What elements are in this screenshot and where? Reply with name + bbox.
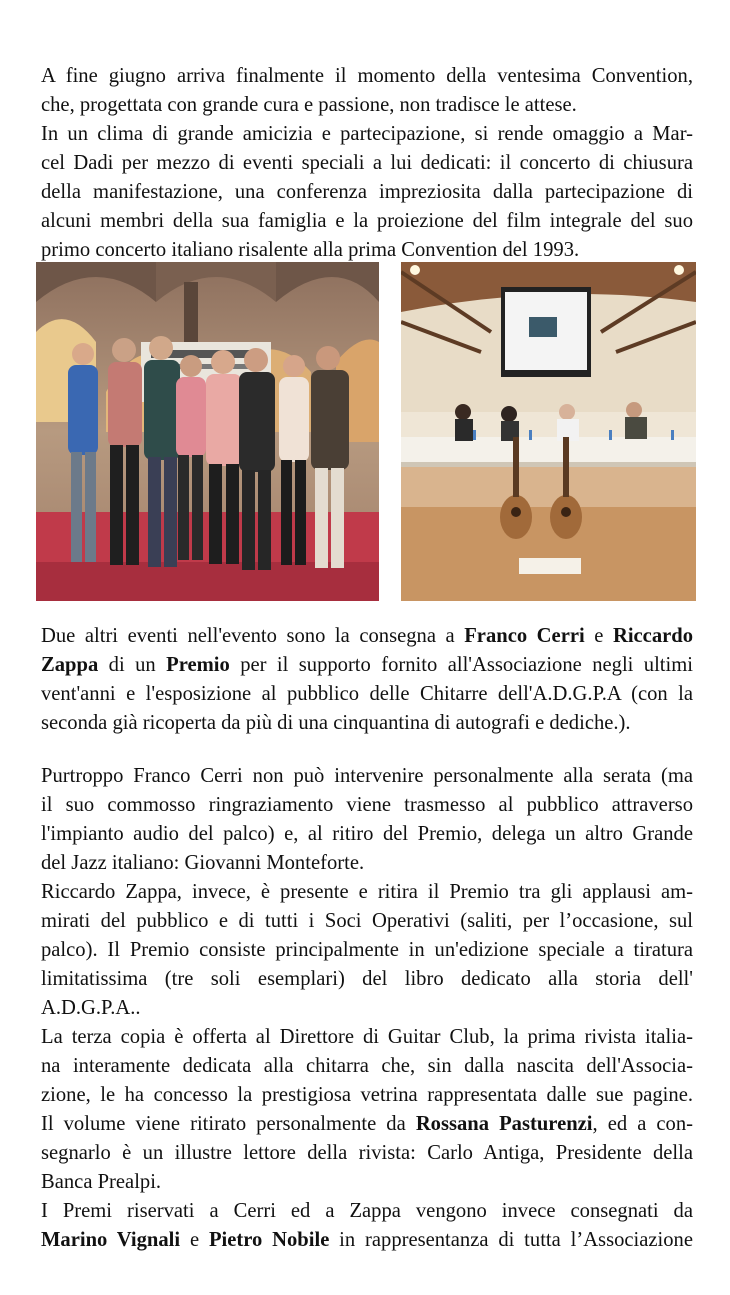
text-line: Riccardo Zappa, invece, è presente e ritira il Premio tra gli applausi am- <box>41 881 693 903</box>
text-run: Due altri eventi nell'evento sono la consegna a <box>41 625 465 647</box>
text-line: palco). Il Premio consiste principalmente in un'edizione speciale a tiratura <box>41 939 693 961</box>
text-line <box>41 622 693 651</box>
text-line: Purtroppo Franco Cerri non può intervenire personalmente alla serata (ma <box>41 765 693 787</box>
text-run: in rappresentanza di tutta l’Associazione <box>329 1229 693 1251</box>
text-line: A fine giugno arriva finalmente il momento della ventesima Convention, <box>41 65 693 87</box>
text-line: mirati del pubblico e di tutti i Soci Operativi (saliti, per l’occasione, sul <box>41 910 693 932</box>
text-run: Il volume viene ritirato personalmente da <box>41 1113 416 1135</box>
text-run: e <box>584 625 613 647</box>
text-line: della manifestazione, una conferenza impreziosita dalla partecipazione di <box>41 181 693 203</box>
text-line <box>41 1110 693 1139</box>
text-run: di un <box>98 654 167 676</box>
name-franco-cerri: Franco Cerri <box>464 625 585 647</box>
text-line: del Jazz italiano: Giovanni Monteforte. <box>41 852 365 874</box>
word-premio: Premio <box>166 654 230 676</box>
body-paragraph <box>41 762 693 1255</box>
text-line: limitatissima (tre soli esemplari) del libro dedicato alla storia dell' <box>41 968 693 990</box>
text-run: per il supporto fornito all'Associazione negli ultimi <box>229 654 693 676</box>
intro-paragraph <box>41 62 693 265</box>
text-run: , ed a con- <box>592 1113 694 1135</box>
name-riccardo: Riccardo <box>612 625 694 647</box>
text-line <box>41 1226 693 1255</box>
text-line: segnarlo è un illustre lettore della rivista: Carlo Antiga, Presidente della <box>41 1142 693 1164</box>
text-line: seconda già ricoperta da più di una cinquantina di autografi e dediche.). <box>41 712 631 734</box>
text-line: l'impianto audio del palco) e, al ritiro del Premio, delega un altro Grande <box>41 823 693 845</box>
text-line: A.D.G.P.A.. <box>41 997 141 1019</box>
events-paragraph <box>41 622 693 738</box>
text-line: I Premi riservati a Cerri ed a Zappa vengono invece consegnati da <box>41 1200 693 1222</box>
text-line: In un clima di grande amicizia e partecipazione, si rende omaggio a Mar- <box>41 123 693 145</box>
name-marino-vignali: Marino Vignali <box>41 1229 181 1251</box>
text-line: il suo commosso ringraziamento viene trasmesso al pubblico attraverso <box>41 794 693 816</box>
text-line: vent'anni e l'esposizione al pubblico delle Chitarre dell'A.D.G.P.A (con la <box>41 683 693 705</box>
text-line: primo concerto italiano risalente alla prima Convention del 1993. <box>41 239 580 261</box>
name-zappa: Zappa <box>41 654 99 676</box>
text-line: che, progettata con grande cura e passione, non tradisce le attese. <box>41 94 577 116</box>
text-line: cel Dadi per mezzo di eventi speciali a lui dedicati: il concerto di chiusura <box>41 152 693 174</box>
text-line: alcuni membri della sua famiglia e la proiezione del film integrale del suo <box>41 210 693 232</box>
text-run: e <box>180 1229 209 1251</box>
text-line: Banca Prealpi. <box>41 1171 162 1193</box>
name-rossana-pasturenzi: Rossana Pasturenzi <box>415 1113 593 1135</box>
text-line: zione, le ha concesso la prestigiosa vetrina rappresentata dalle sue pagine. <box>41 1084 693 1106</box>
text-line: La terza copia è offerta al Direttore di Guitar Club, la prima rivista italia- <box>41 1026 693 1048</box>
group-photo <box>36 262 379 601</box>
name-pietro-nobile: Pietro Nobile <box>208 1229 330 1251</box>
conference-photo <box>401 262 696 601</box>
text-line <box>41 651 693 680</box>
text-line: na interamente dedicata alla chitarra che, sin dalla nascita dell'Associa- <box>41 1055 693 1077</box>
